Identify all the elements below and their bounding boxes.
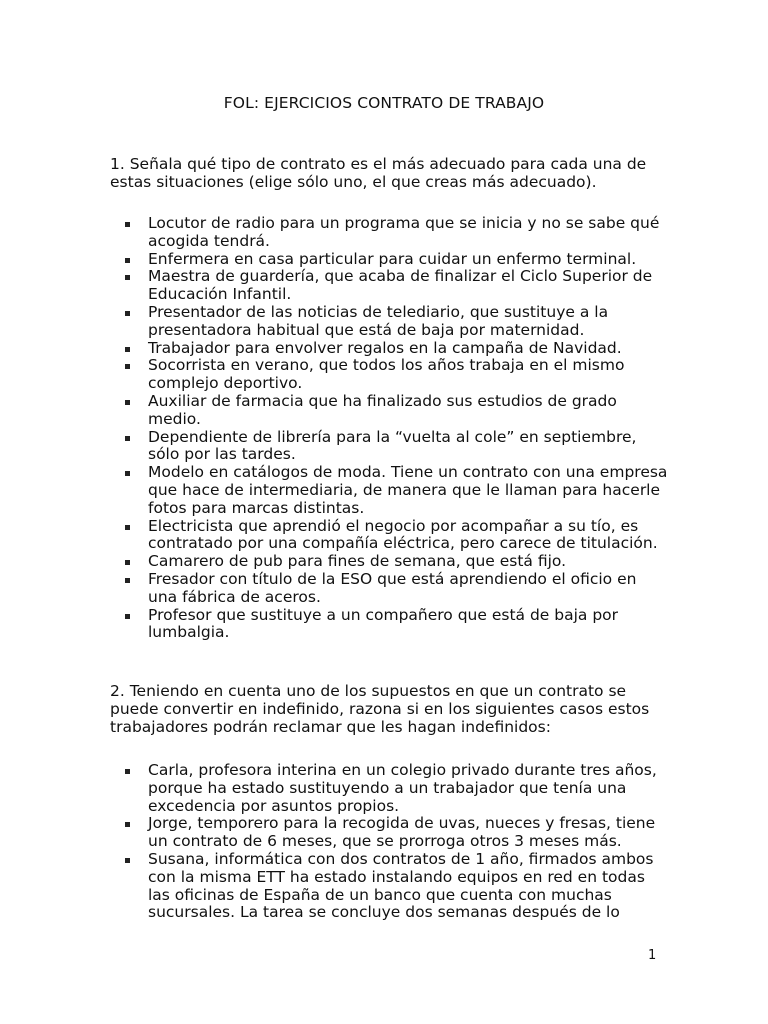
bullet-square-icon xyxy=(125,347,130,352)
question-2-list xyxy=(110,762,670,922)
list-item xyxy=(110,815,670,851)
bullet-square-icon xyxy=(125,471,130,476)
list-item xyxy=(110,553,670,571)
bullet-square-icon xyxy=(125,311,130,316)
bullet-square-icon xyxy=(125,769,130,774)
bullet-square-icon xyxy=(125,436,130,441)
list-item xyxy=(110,762,670,815)
list-item xyxy=(110,393,670,429)
question-1-list xyxy=(110,215,670,642)
list-item-text: Modelo en catálogos de moda. Tiene un contrato con una empresa que hace de intermediaria, de manera que le llaman para hacerle fotos para marcas distintas. xyxy=(148,463,668,517)
list-item-text: Socorrista en verano, que todos los años trabaja en el mismo complejo deportivo. xyxy=(148,356,625,393)
list-item-text: Trabajador para envolver regalos en la campaña de Navidad. xyxy=(148,338,622,357)
bullet-square-icon xyxy=(125,858,130,863)
bullet-square-icon xyxy=(125,400,130,405)
list-item xyxy=(110,429,670,465)
list-item xyxy=(110,215,670,251)
list-item xyxy=(110,607,670,643)
bullet-square-icon xyxy=(125,822,130,827)
list-item xyxy=(110,304,670,340)
list-item xyxy=(110,571,670,607)
list-item-text: Carla, profesora interina en un colegio privado durante tres años, porque ha estado sustituyendo a un trabajador que tenía una excedencia por asuntos propios. xyxy=(148,761,657,815)
list-item xyxy=(110,251,670,269)
list-item xyxy=(110,851,670,922)
list-item-text: Locutor de radio para un programa que se inicia y no se sabe qué acogida tendrá. xyxy=(148,214,660,250)
question-1-text: 1. Señala qué tipo de contrato es el más adecuado para cada una de estas situaciones (elige sólo uno, el que creas más adecuado). xyxy=(110,155,647,191)
bullet-square-icon xyxy=(125,560,130,565)
list-item xyxy=(110,340,670,358)
bullet-square-icon xyxy=(125,614,130,619)
list-item-text: Dependiente de librería para la “vuelta al cole” en septiembre, sólo por las tardes. xyxy=(148,427,637,464)
list-item-text: Presentador de las noticias de telediario, que sustituye a la presentadora habitual que está de baja por maternidad. xyxy=(148,302,609,339)
bullet-square-icon xyxy=(125,222,130,227)
list-item-text: Electricista que aprendió el negocio por acompañar a su tío, es contratado por una compañía eléctrica, pero carece de titulación. xyxy=(148,516,658,553)
bullet-square-icon xyxy=(125,525,130,530)
bullet-square-icon xyxy=(125,275,130,280)
question-2-text: 2. Teniendo en cuenta uno de los supuestos en que un contrato se puede convertir en indefinido, razona si en los siguientes casos estos trabajadores podrán reclamar que les hagan indefinidos: xyxy=(110,682,650,736)
list-item xyxy=(110,518,670,554)
bullet-square-icon xyxy=(125,578,130,583)
document-title: FOL: EJERCICIOS CONTRATO DE TRABAJO xyxy=(223,94,545,112)
list-item-text: Auxiliar de farmacia que ha finalizado sus estudios de grado medio. xyxy=(148,391,617,428)
list-item-text: Fresador con título de la ESO que está aprendiendo el oficio en una fábrica de aceros. xyxy=(148,569,637,606)
list-item-text: Maestra de guardería, que acaba de finalizar el Ciclo Superior de Educación Infantil. xyxy=(148,267,653,304)
list-item-text: Susana, informática con dos contratos de 1 año, firmados ambos con la misma ETT ha estado instalando equipos en red en todas las oficinas de España de un banco que cuenta con muchas sucursales. La tarea se concluye dos semanas después de lo xyxy=(148,849,654,922)
list-item-text: Jorge, temporero para la recogida de uvas, nueces y fresas, tiene un contrato de 6 meses, que se prorroga otros 3 meses más. xyxy=(148,814,656,851)
list-item-text: Enfermera en casa particular para cuidar un enfermo terminal. xyxy=(148,249,637,268)
page-number: 1 xyxy=(648,948,657,963)
list-item-text: Camarero de pub para fines de semana, que está fijo. xyxy=(148,552,567,571)
list-item xyxy=(110,357,670,393)
list-item xyxy=(110,464,670,517)
list-item-text: Profesor que sustituye a un compañero que está de baja por lumbalgia. xyxy=(148,605,619,642)
list-item xyxy=(110,268,670,304)
bullet-square-icon xyxy=(125,364,130,369)
bullet-square-icon xyxy=(125,258,130,263)
